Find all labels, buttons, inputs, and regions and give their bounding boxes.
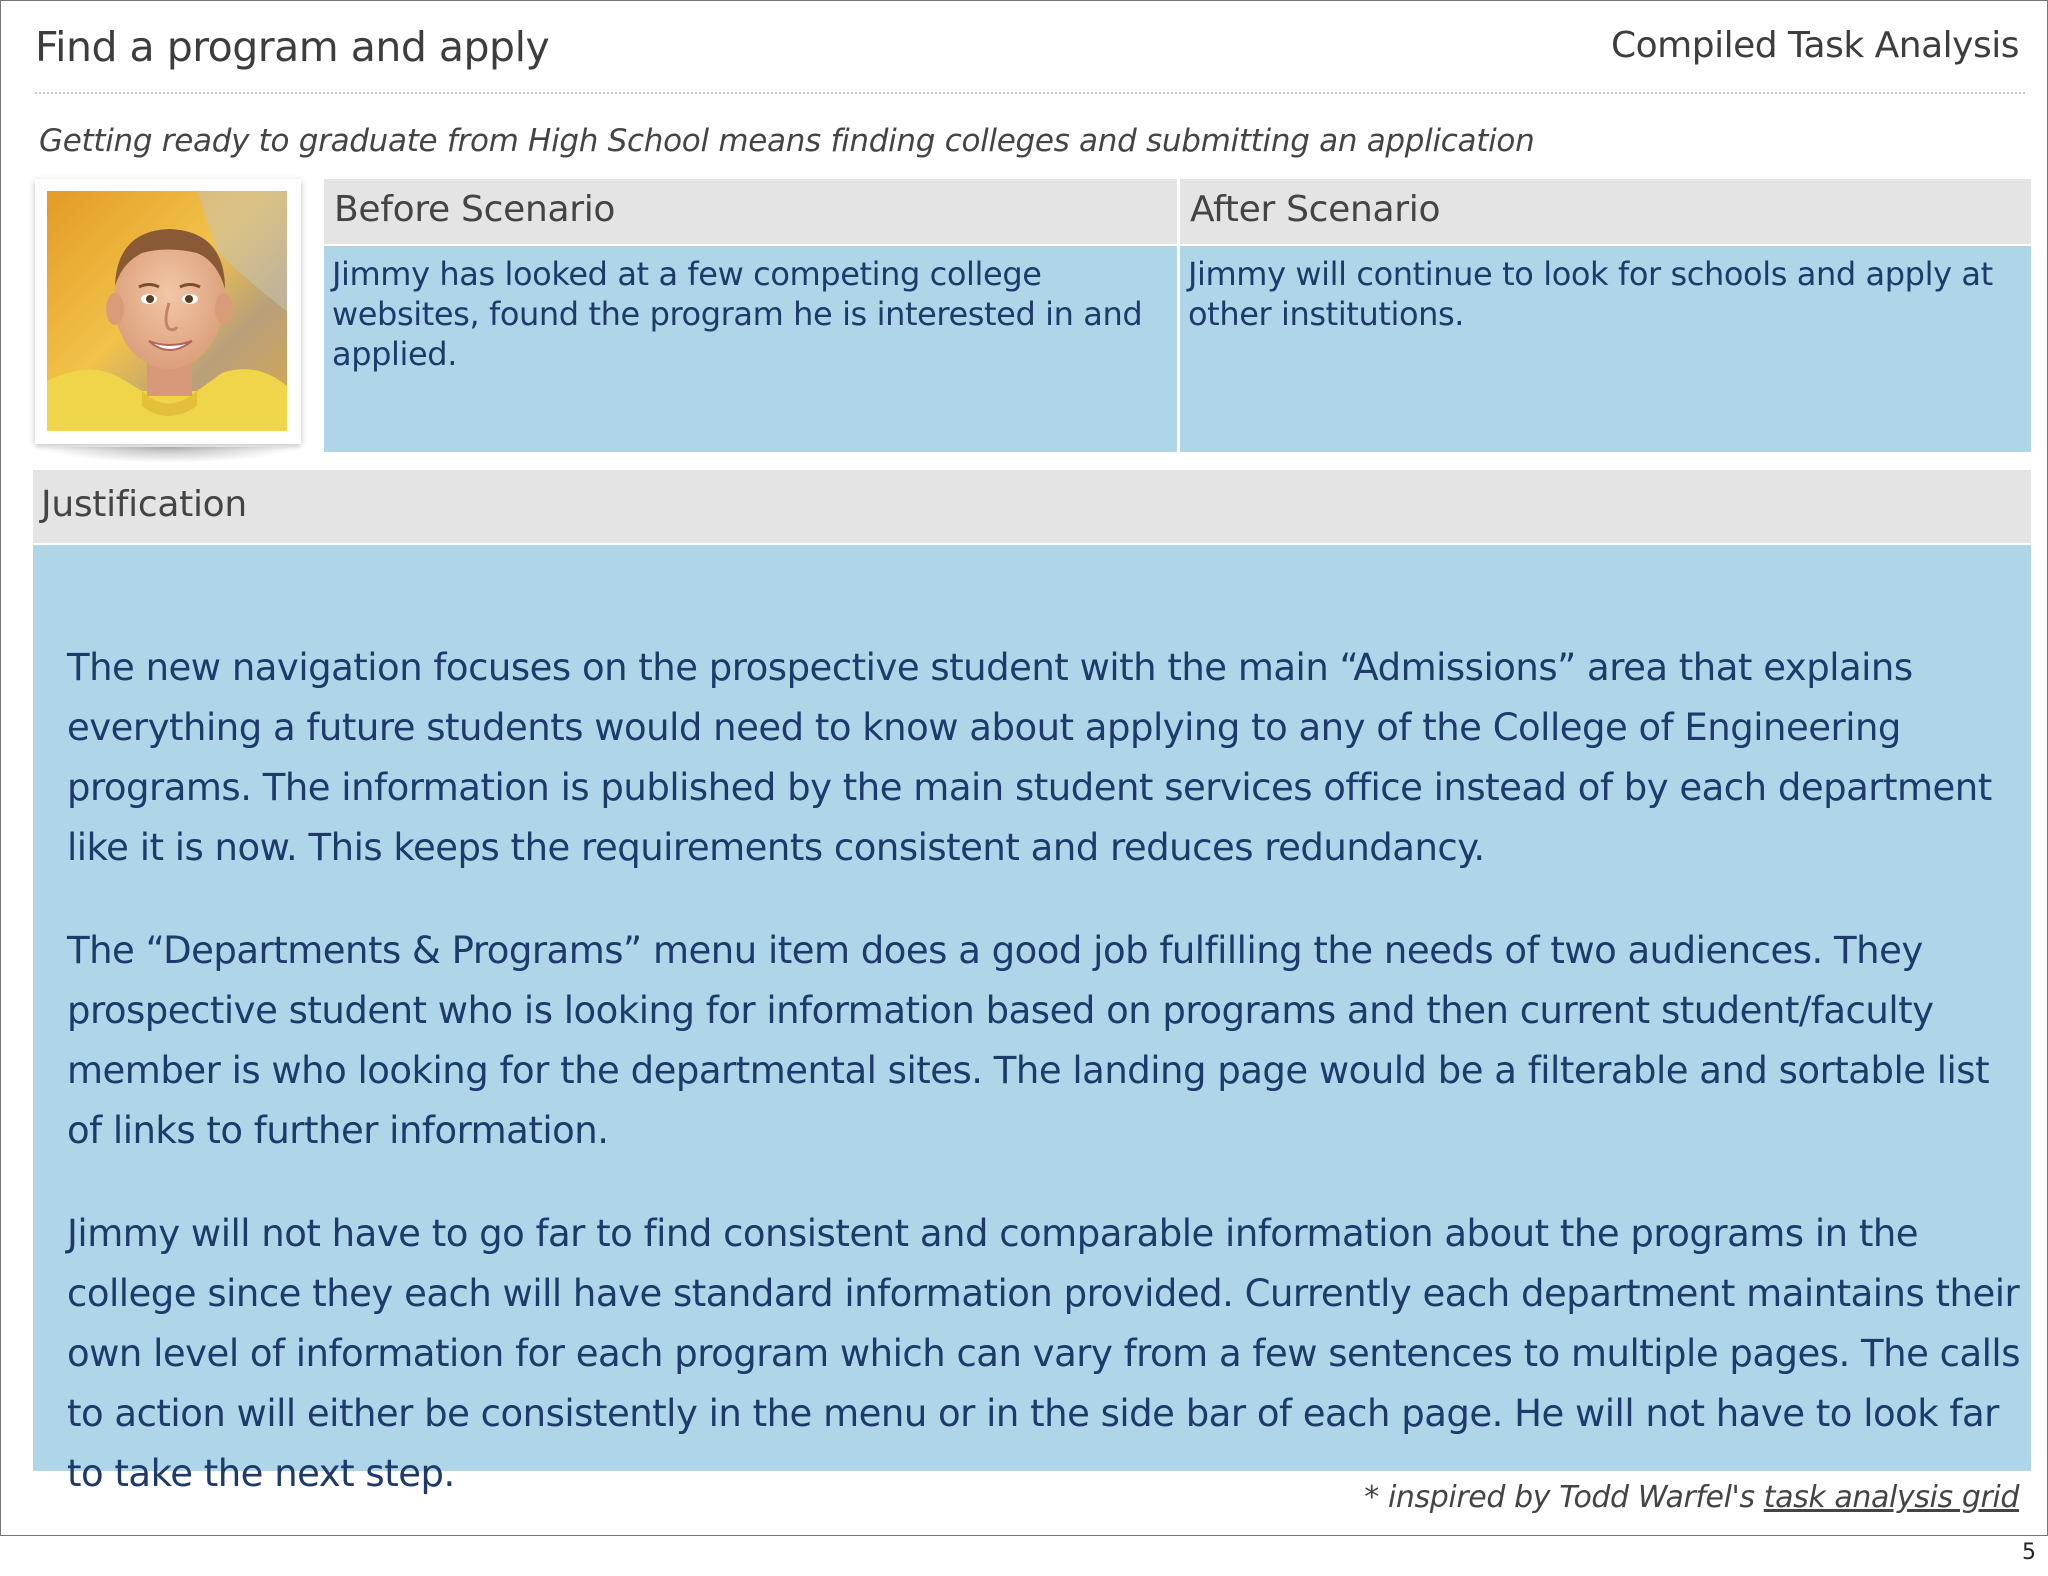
title-divider <box>35 92 2025 94</box>
justification-paragraph: Jimmy will not have to go far to find consistent and comparable information about the programs in the college since they each will have standard information provided. Currently each department maintains their own level of information for each program which can vary from a few sentences to multiple pages. The calls to action will either be consistently in the menu or in the side bar of each page. He will not have to look far to take the next step. <box>67 1212 2020 1495</box>
page-title: Find a program and apply <box>35 23 550 71</box>
page-number: 5 <box>2022 1540 2036 1565</box>
credit-note <box>1364 1480 2019 1515</box>
persona-photo <box>47 191 287 431</box>
section-label: Compiled Task Analysis <box>1611 25 2019 66</box>
persona-photo-frame <box>35 179 301 444</box>
justification-body <box>33 545 2031 1495</box>
credit-prefix: * inspired by Todd Warfel's <box>1364 1480 1764 1515</box>
before-scenario-text: Jimmy has looked at a few competing college websites, found the program he is interested in and applied. <box>324 246 1177 452</box>
student-portrait-image <box>47 191 287 431</box>
task-analysis-grid-link[interactable]: task analysis grid <box>1763 1480 2019 1515</box>
justification-heading: Justification <box>33 470 2031 543</box>
scenario-grid <box>324 179 2031 452</box>
justification-paragraph: The “Departments & Programs” menu item does a good job fulfilling the needs of two audiences. They prospective student who is looking for information based on programs and then current student/faculty member is who looking for the departmental sites. The landing page would be a filterable and sortable list of links to further information. <box>67 929 1990 1152</box>
photo-shadow <box>41 447 295 463</box>
after-scenario-heading: After Scenario <box>1180 179 2031 244</box>
before-scenario-heading: Before Scenario <box>324 179 1177 244</box>
subtitle: Getting ready to graduate from High School means finding colleges and submitting an application <box>39 123 1535 159</box>
justification-paragraph: The new navigation focuses on the prospective student with the main “Admissions” area that explains everything a future students would need to know about applying to any of the College of Engineering programs. The information is published by the main student services office instead of by each department like it is now. This keeps the requirements consistent and reduces redundancy. <box>67 646 1992 869</box>
after-scenario-text: Jimmy will continue to look for schools and apply at other institutions. <box>1180 246 2031 452</box>
